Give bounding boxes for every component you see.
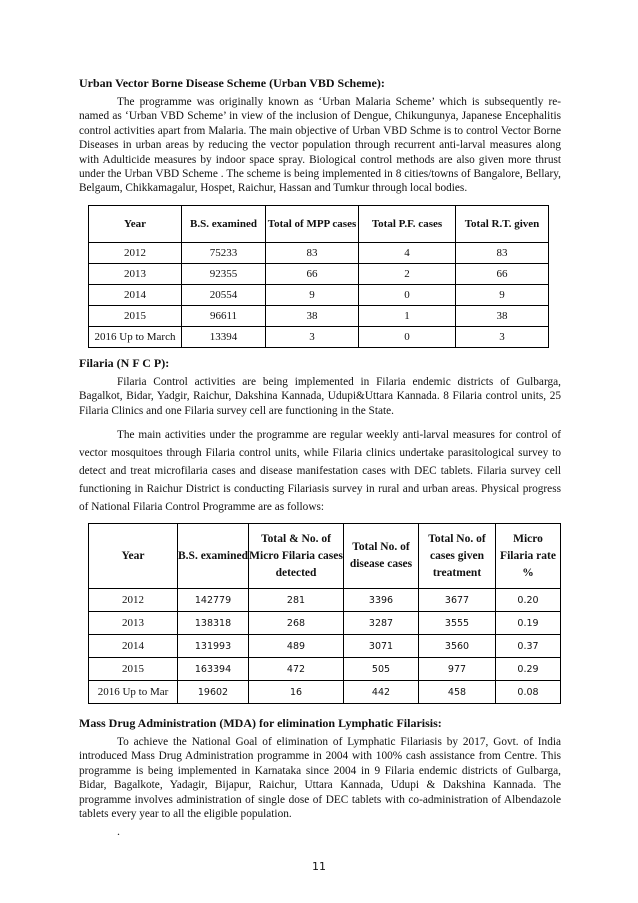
table-cell: 3555: [419, 612, 496, 635]
table-row: [89, 658, 561, 681]
table-cell: 2015: [89, 658, 178, 681]
table-row: [89, 681, 561, 704]
table-cell: 505: [344, 658, 419, 681]
column-header: Total & No. of Micro Filaria cases detected: [249, 524, 344, 589]
table-row: [89, 326, 549, 347]
table-cell: 442: [344, 681, 419, 704]
document-page: [79, 76, 561, 839]
table-cell: 131993: [178, 635, 249, 658]
table-cell: 9: [266, 284, 359, 305]
table-cell: 96611: [182, 305, 266, 326]
table-cell: 142779: [178, 589, 249, 612]
table-row: [89, 242, 549, 263]
table-cell: 489: [249, 635, 344, 658]
column-header: Total No. of cases given treatment: [419, 524, 496, 589]
table-cell: 0.29: [496, 658, 561, 681]
table-cell: 163394: [178, 658, 249, 681]
table-cell: 2014: [89, 635, 178, 658]
table-cell: 83: [456, 242, 549, 263]
section-heading-urban-vbd: Urban Vector Borne Disease Scheme (Urban VBD Scheme):: [79, 76, 385, 90]
section-heading-filaria: Filaria (N F C P):: [79, 355, 170, 370]
table-cell: 2013: [89, 263, 182, 284]
table-cell: 3560: [419, 635, 496, 658]
column-header: Total of MPP cases: [266, 205, 359, 242]
urban-vbd-table: [88, 205, 549, 348]
table-cell: 38: [456, 305, 549, 326]
table-cell: 0.37: [496, 635, 561, 658]
table-cell: 83: [266, 242, 359, 263]
table-cell: 281: [249, 589, 344, 612]
filaria-progress-table: [88, 523, 561, 704]
paragraph-mda: To achieve the National Goal of elimination of Lymphatic Filariasis by 2017, Govt. of India introduced Mass Drug Administration programme in 2004 with 100% cash assistance from Centre. This programme is being implemented in Karnataka since 2004 in 9 Filaria endemic districts of Gulbarga, Bidar, Bagalkote, Yadagir, Bijapur, Raichur, Uttara Kannada, Udupi & Dakshina Kannada. The programme involves administration of single dose of DEC tablets with co-administration of Albendazole tablets every year to all the eligible population.: [79, 736, 561, 821]
page-number: 11: [312, 860, 326, 873]
table-cell: 20554: [182, 284, 266, 305]
column-header: Year: [89, 205, 182, 242]
table-cell: 92355: [182, 263, 266, 284]
paragraph-filaria-2: The main activities under the programme are regular weekly anti-larval measures for control of vector mosquitoes through Filaria control units, while Filaria clinics undertake parasitological survey to detect and treat microfilaria cases and disease manifestation cases with DEC tablets. Filaria survey cell functioning in Raichur District is conducting Filariasis survey in rural and urban areas. Physical progress of National Filaria Control Programme are as follows:: [79, 429, 561, 514]
table-row: [89, 589, 561, 612]
table-cell: 0.19: [496, 612, 561, 635]
table-cell: 16: [249, 681, 344, 704]
table-cell: 2013: [89, 612, 178, 635]
table-row: [89, 635, 561, 658]
table-header-row: [89, 205, 549, 242]
table-cell: 3677: [419, 589, 496, 612]
table-cell: 2015: [89, 305, 182, 326]
table-cell: 0.20: [496, 589, 561, 612]
table-cell: 2: [359, 263, 456, 284]
table-cell: 138318: [178, 612, 249, 635]
table-cell: 2012: [89, 242, 182, 263]
table-cell: 2016 Up to Mar: [89, 681, 178, 704]
table-cell: 2012: [89, 589, 178, 612]
table-cell: 3: [266, 326, 359, 347]
table-cell: 0: [359, 284, 456, 305]
table-cell: 977: [419, 658, 496, 681]
column-header: B.S. examined: [182, 205, 266, 242]
table-cell: 472: [249, 658, 344, 681]
table-cell: 0.08: [496, 681, 561, 704]
table-cell: 66: [266, 263, 359, 284]
table-cell: 38: [266, 305, 359, 326]
table-cell: 3396: [344, 589, 419, 612]
paragraph-filaria-1: Filaria Control activities are being implemented in Filaria endemic districts of Gulbarga, Bagalkot, Bidar, Yadgir, Raichur, Dakshina Kannada, Udupi&Uttara Kannada. 8 Filaria control units, 25 Filaria Clinics and one Filaria survey cell are functioning in the State.: [79, 375, 561, 417]
table-cell: 458: [419, 681, 496, 704]
table-cell: 268: [249, 612, 344, 635]
column-header: Total No. of disease cases: [344, 524, 419, 589]
table-cell: 1: [359, 305, 456, 326]
column-header: Year: [89, 524, 178, 589]
table-cell: 13394: [182, 326, 266, 347]
table-cell: 2014: [89, 284, 182, 305]
table-row: [89, 263, 549, 284]
table-row: [89, 284, 549, 305]
column-header: Total R.T. given: [456, 205, 549, 242]
section-heading-mda: Mass Drug Administration (MDA) for elimination Lymphatic Filarisis:: [79, 716, 442, 731]
table-cell: 9: [456, 284, 549, 305]
table-cell: 0: [359, 326, 456, 347]
column-header: Micro Filaria rate %: [496, 524, 561, 589]
table-header-row: [89, 524, 561, 589]
table-cell: 3: [456, 326, 549, 347]
table-cell: 3071: [344, 635, 419, 658]
paragraph-urban-vbd: The programme was originally known as ‘Urban Malaria Scheme’ which is subsequently re-named as ‘Urban VBD Scheme’ in view of the inclusion of Dengue, Chikungunya, Japanese Encephalitis control activities apart from Malaria. The main objective of Urban VBD Schme is to control Vector Borne Diseases in urban areas by reducing the vector population through recurrent anti-larval measures along with Adulticide measures by indoor space spray. Biological control methods are also given more thrust under the Urban VBD Scheme . The scheme is being implemented in 8 cities/towns of Bangalore, Bellary, Belgaum, Chikkamagalur, Hospet, Raichur, Hassan and Tumkur through local bodies.: [79, 96, 561, 195]
trailing-dot: .: [117, 823, 120, 838]
table-cell: 2016 Up to March: [89, 326, 182, 347]
table-row: [89, 305, 549, 326]
table-row: [89, 612, 561, 635]
table-cell: 66: [456, 263, 549, 284]
table-cell: 75233: [182, 242, 266, 263]
table-cell: 19602: [178, 681, 249, 704]
table-cell: 3287: [344, 612, 419, 635]
column-header: B.S. examined: [178, 524, 249, 589]
column-header: Total P.F. cases: [359, 205, 456, 242]
table-cell: 4: [359, 242, 456, 263]
